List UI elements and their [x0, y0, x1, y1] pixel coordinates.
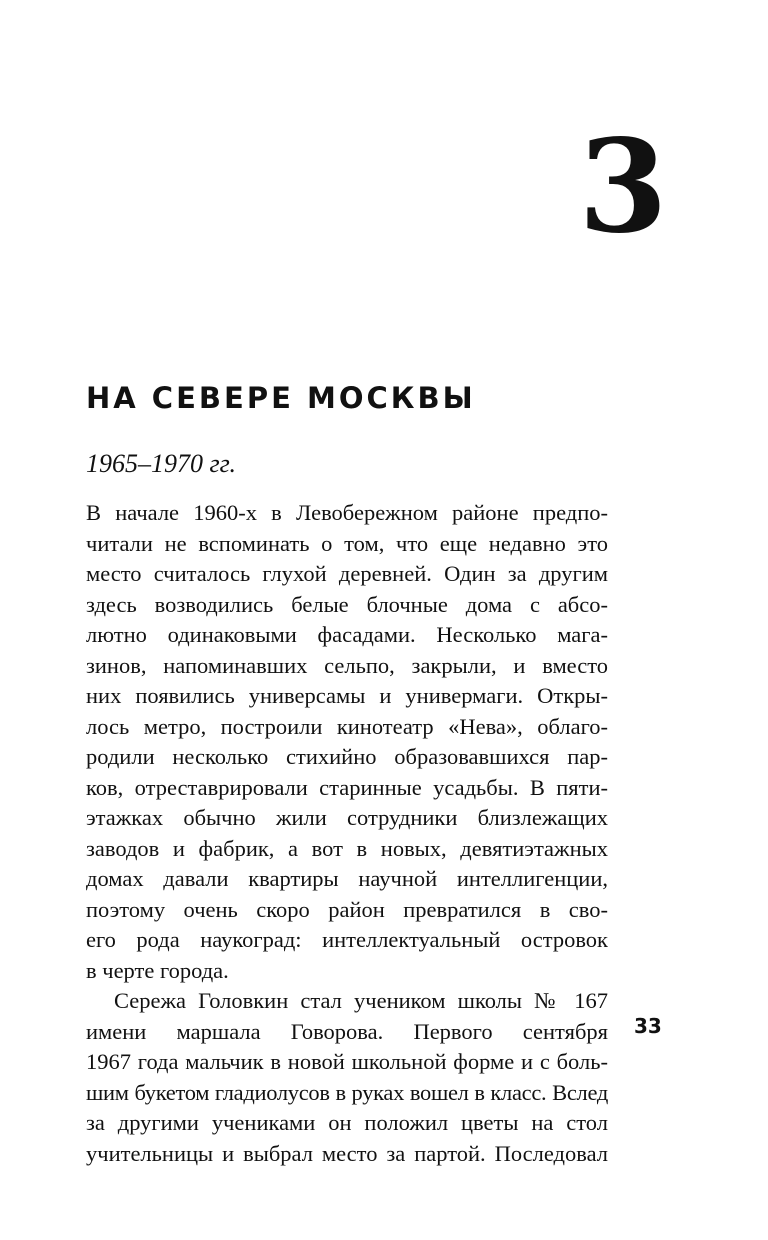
text-line: В начале 1960-х в Левобережном районе предпо- — [86, 500, 608, 525]
text-line: его рода наукоград: интеллектуальный островок — [86, 927, 608, 952]
page-number: 33 — [634, 1014, 662, 1038]
text-line: поэтому очень скоро район превратился в сво- — [86, 896, 608, 922]
body-text — [86, 498, 608, 1169]
text-line: ков, отреставрировали старинные усадьбы. В пяти- — [86, 774, 608, 800]
chapter-title: НА СЕВЕРЕ МОСКВЫ — [86, 381, 476, 415]
text-line: здесь возводились белые блочные дома с абсо- — [86, 591, 608, 617]
text-line: этажках обычно жили сотрудники близлежащих — [86, 805, 608, 830]
paragraph-2 — [86, 986, 608, 1169]
text-line: в черте города. — [86, 957, 229, 983]
text-line: 1967 года мальчик в новой школьной форме и с боль- — [86, 1049, 608, 1074]
text-line: Сережа Головкин стал учеником школы № 167 — [114, 988, 608, 1013]
chapter-number: 3 — [578, 112, 668, 262]
text-line: за другими учениками он положил цветы на стол — [86, 1110, 608, 1135]
text-line: место считалось глухой деревней. Один за другим — [86, 561, 608, 586]
text-line: имени маршала Говорова. Первого сентября — [86, 1018, 608, 1044]
text-line: зинов, напоминавших сельпо, закрыли, и вместо — [86, 652, 608, 678]
text-line: домах давали квартиры научной интеллигенции, — [86, 866, 608, 891]
text-line: учительницы и выбрал место за партой. Последовал — [86, 1140, 608, 1166]
text-line: них появились универсамы и универмаги. Откры- — [86, 683, 608, 708]
text-line: лютно одинаковыми фасадами. Несколько мага- — [86, 622, 608, 647]
paragraph-1 — [86, 498, 608, 986]
chapter-date: 1965–1970 гг. — [86, 449, 236, 478]
text-line: шим букетом гладиолусов в руках вошел в класс. Вслед — [86, 1079, 608, 1105]
text-line: родили несколько стихийно образовавшихся пар- — [86, 744, 608, 769]
text-line: лось метро, построили кинотеатр «Нева», облаго- — [86, 713, 608, 739]
text-line: заводов и фабрик, а вот в новых, девятиэтажных — [86, 835, 608, 861]
text-line: читали не вспоминать о том, что еще недавно это — [86, 530, 608, 556]
